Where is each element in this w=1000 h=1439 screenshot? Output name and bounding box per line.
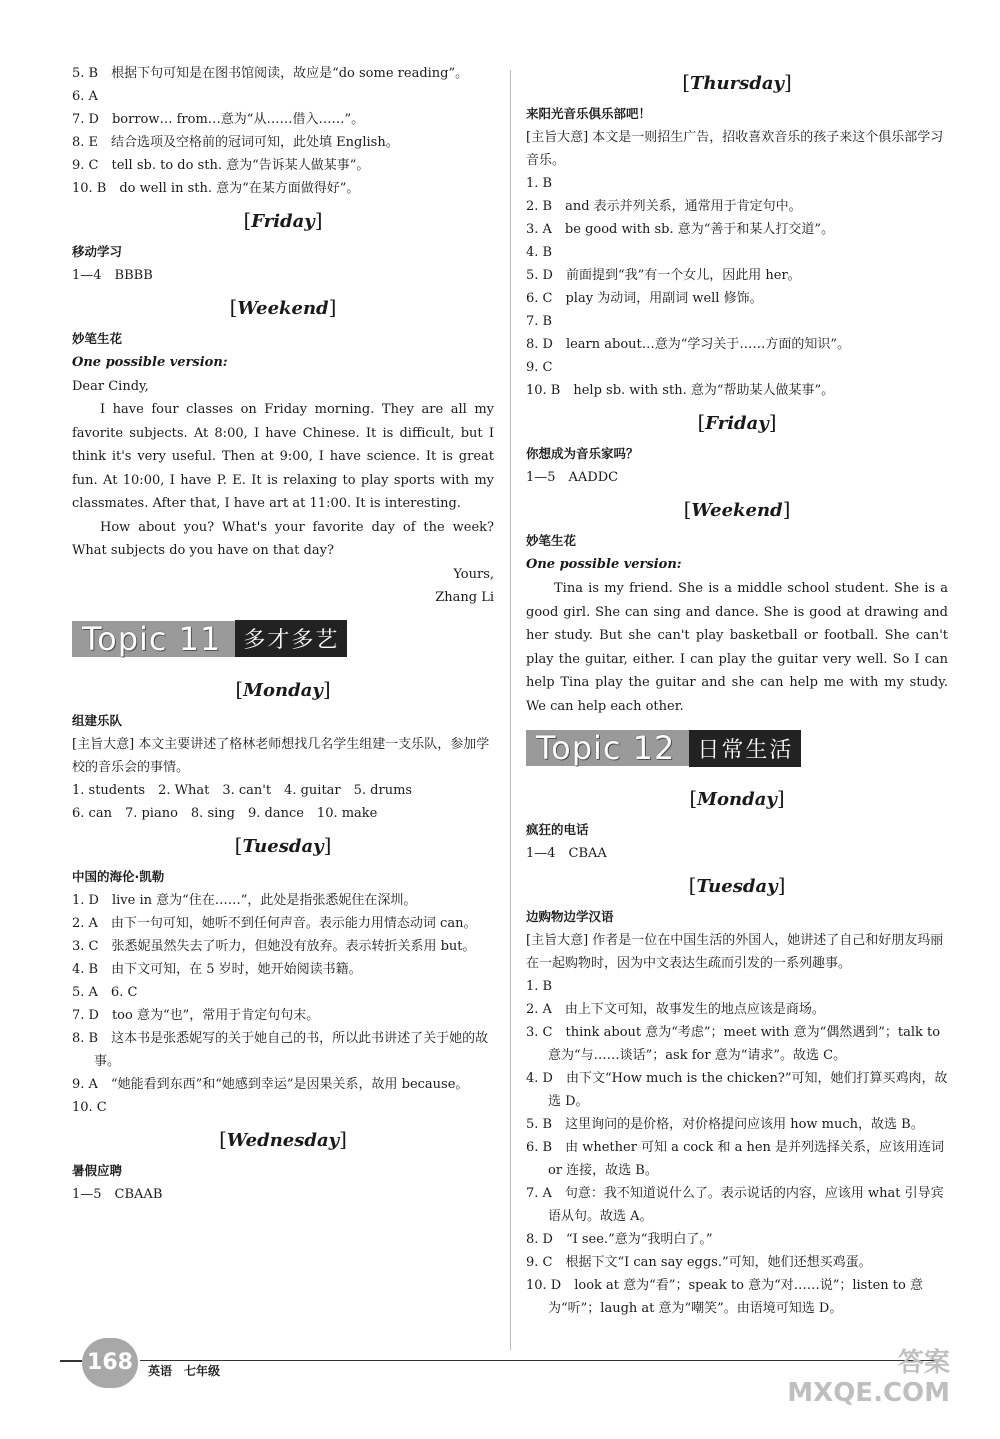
answer-item: 5. B 这里询问的是价格，对价格提问应该用 how much，故选 B。 — [526, 1117, 924, 1132]
day-heading-weekend: [Weekend] — [229, 295, 337, 319]
day-heading-weekend: [Weekend] — [683, 497, 791, 521]
answer-line: 6. can 7. piano 8. sing 9. dance 10. make — [72, 805, 378, 821]
section-subtitle: 你想成为音乐家吗？ — [526, 446, 639, 461]
answer-line: 1—4 CBAA — [526, 846, 607, 861]
answer-line: 5. B 根据下句可知是在图书馆阅读，故应是“do some reading”。 — [72, 66, 469, 81]
letter-greeting: Dear Cindy, — [72, 379, 149, 394]
section-subtitle: 中国的海伦·凯勒 — [72, 868, 165, 884]
day-heading-tuesday: [Tuesday] — [688, 873, 786, 897]
answer-item: 10. B help sb. with sth. 意为“帮助某人做某事”。 — [526, 383, 835, 398]
section-subtitle: 组建乐队 — [72, 712, 123, 728]
answer-item: 9. C 根据下文“I can say eggs.”可知，她们还想买鸡蛋。 — [526, 1255, 872, 1270]
answer-item: 9. A “她能看到东西”和“她感到幸运”是因果关系，故用 because。 — [72, 1076, 469, 1092]
footer-label: 英语 七年级 — [148, 1364, 221, 1378]
answer-item: 7. B — [526, 314, 553, 329]
letter-closing: Yours, — [453, 566, 494, 582]
day-heading-thursday: [Thursday] — [682, 70, 792, 94]
letter-signature: Zhang Li — [435, 589, 494, 605]
letter-paragraph: I have four classes on Friday morning. They are all my favorite subjects. At 8:00, I have Chinese. It is difficult, but I think it's very useful. Then at 9:00, I have science. It is great fun. At 10:00, I have P. E. It is relaxing to play sports with my classmates. After that, I have art at 11:00. It is interesting. — [72, 402, 494, 511]
watermark-top: 答案 — [897, 1348, 950, 1378]
answer-item: 7. A 句意：我不知道说什么了。表示说话的内容，应该用 what 引导宾语从句。故选 A。 — [526, 1186, 944, 1224]
main-idea: [主旨大意] 作者是一位在中国生活的外国人，她讲述了自己和好朋友玛丽在一起购物时，因为中文表达生疏而引发的一系列趣事。 — [526, 933, 944, 971]
day-heading-friday: [Friday] — [697, 410, 777, 434]
left-column — [72, 62, 494, 1206]
answer-line: 1—5 CBAAB — [72, 1186, 163, 1202]
section-subtitle: 疯狂的电话 — [526, 822, 589, 837]
day-heading-friday: [Friday] — [243, 208, 323, 232]
answer-item: 2. A 由下一句可知，她听不到任何声音。表示能力用情态动词 can。 — [72, 915, 477, 931]
day-heading-tuesday: [Tuesday] — [234, 832, 332, 857]
topic-title: Topic 11 — [82, 619, 222, 658]
answer-line: 7. D borrow… from…意为“从……借入……”。 — [72, 112, 365, 127]
main-idea: [主旨大意] 本文主要讲述了格林老师想找几名学生组建一支乐队，参加学校的音乐会的事情。 — [72, 736, 490, 775]
answer-item: 3. A be good with sb. 意为“善于和某人打交道”。 — [526, 222, 835, 237]
answer-item: 2. B and 表示并列关系，通常用于肯定句中。 — [526, 199, 802, 214]
main-idea: [主旨大意] 本文是一则招生广告，招收喜欢音乐的孩子来这个俱乐部学习音乐。 — [526, 130, 944, 168]
answer-item: 1. B — [526, 979, 553, 994]
answer-item: 5. D 前面提到“我”有一个女儿，因此用 her。 — [526, 268, 801, 283]
answer-item: 3. C think about 意为“考虑”；meet with 意为“偶然遇到”；talk to 意为“与……谈话”；ask for 意为“请求”。故选 C。 — [526, 1025, 941, 1063]
answer-item: 3. C 张悉妮虽然失去了听力，但她没有放弃。表示转折关系用 but。 — [72, 938, 476, 954]
topic-tag: 日常生活 — [689, 730, 801, 767]
answer-item: 8. B 这本书是张悉妮写的关于她自己的书，所以此书讲述了关于她的故事。 — [72, 1030, 489, 1069]
essay-paragraph: Tina is my friend. She is a middle school student. She is a good girl. She can sing and dance. She is good at drawing and her study. But she can't play basketball or football. She can't play the guitar, either. I can play the guitar very well. So I can help Tina play the guitar and she can help me with my study. We can help each other. — [526, 581, 948, 714]
answer-line: 10. B do well in sth. 意为“在某方面做得好”。 — [72, 181, 360, 196]
answer-item: 9. C — [526, 360, 553, 375]
right-column — [526, 62, 948, 1320]
section-subtitle: 边购物边学汉语 — [526, 909, 614, 924]
section-subtitle: 暑假应聘 — [72, 1162, 123, 1178]
answer-line: 1. students 2. What 3. can't 4. guitar 5. drums — [72, 782, 413, 798]
answer-item: 8. D learn about…意为“学习关于……方面的知识”。 — [526, 337, 851, 352]
answer-line: 6. A — [72, 89, 98, 104]
answer-item: 10. C — [72, 1099, 107, 1115]
day-heading-monday: [Monday] — [689, 786, 785, 810]
watermark-bottom: MXQE.COM — [787, 1378, 950, 1408]
page-number: 168 — [82, 1338, 138, 1388]
answer-item: 7. D too 意为“也”，常用于肯定句句末。 — [72, 1007, 320, 1023]
answer-item: 5. A 6. C — [72, 984, 138, 1000]
topic-title: Topic 12 — [536, 729, 676, 767]
answer-line: 1—4 BBBB — [72, 268, 153, 283]
section-subtitle: 移动学习 — [72, 244, 123, 259]
answer-item: 1. D live in 意为“住在……”，此处是指张悉妮住在深圳。 — [72, 892, 417, 908]
answer-item: 6. C play 为动词，用副词 well 修饰。 — [526, 291, 763, 306]
answer-item: 2. A 由上下文可知，故事发生的地点应该是商场。 — [526, 1002, 825, 1017]
answer-item: 6. B 由 whether 可知 a cock 和 a hen 是并列选择关系，应该用连词 or 连接，故选 B。 — [526, 1140, 945, 1178]
topic-banner — [526, 728, 948, 772]
page-footer — [60, 1338, 950, 1408]
version-label: One possible version: — [526, 557, 682, 572]
topic-tag: 多才多艺 — [235, 620, 347, 657]
day-heading-monday: [Monday] — [235, 676, 331, 701]
watermark — [787, 1348, 950, 1408]
answer-item: 8. D “I see.”意为“我明白了。” — [526, 1232, 713, 1247]
column-divider — [510, 70, 511, 1350]
footer-rule — [60, 1360, 82, 1362]
section-subtitle: 妙笔生花 — [526, 533, 577, 548]
section-subtitle: 来阳光音乐俱乐部吧！ — [526, 106, 652, 121]
section-subtitle: 妙笔生花 — [72, 331, 123, 346]
answer-line: 1—5 AADDC — [526, 470, 619, 485]
answer-line: 9. C tell sb. to do sth. 意为“告诉某人做某事”。 — [72, 158, 370, 173]
answer-line: 8. E 结合选项及空格前的冠词可知，此处填 English。 — [72, 135, 399, 150]
day-heading-wednesday: [Wednesday] — [219, 1126, 347, 1151]
answer-item: 10. D look at 意为“看”；speak to 意为“对……说”；listen to 意为“听”；laugh at 意为“嘲笑”。由语境可知选 D。 — [526, 1278, 923, 1316]
letter-paragraph: How about you? What's your favorite day of the week? What subjects do you have on that day? — [72, 519, 494, 558]
answer-item: 4. B — [526, 245, 553, 260]
version-label: One possible version: — [72, 355, 228, 370]
answer-item: 1. B — [526, 176, 553, 191]
answer-item: 4. D 由下文“How much is the chicken?”可知，她们打算买鸡肉，故选 D。 — [526, 1071, 948, 1109]
answer-item: 4. B 由下文可知，在 5 岁时，她开始阅读书籍。 — [72, 961, 362, 977]
topic-banner — [72, 619, 494, 663]
